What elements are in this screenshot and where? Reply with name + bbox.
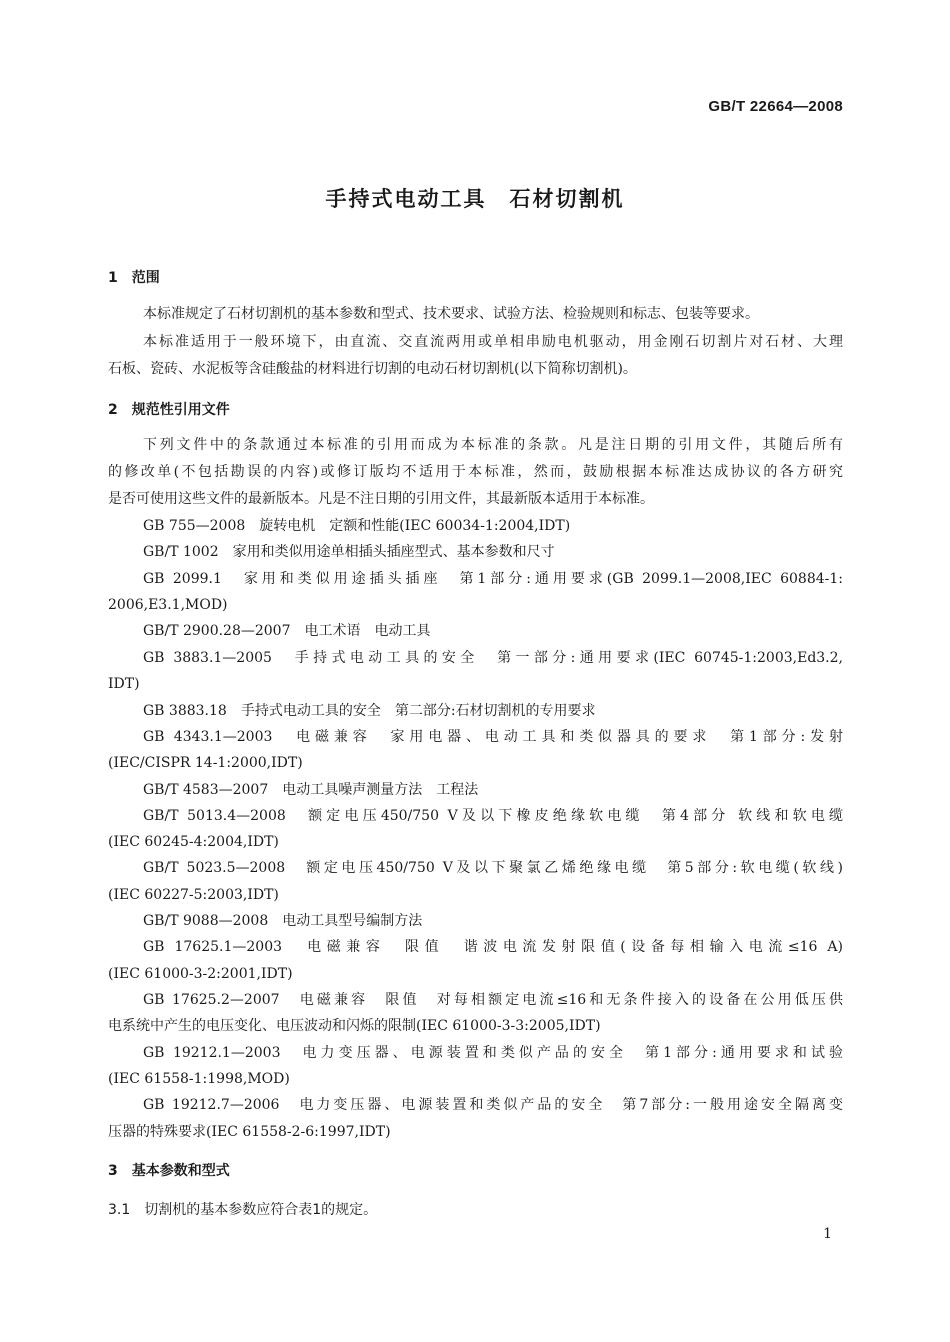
paragraph-line: 的修改单(不包括勘误的内容)或修订版均不适用于本标准，然而，鼓励根据本标准达成协议的各方研究: [108, 464, 843, 480]
page-number: 1: [823, 1226, 832, 1242]
paragraph-line: 石板、瓷砖、水泥板等含硅酸盐的材料进行切割的电动石材切割机(以下简称切割机)。: [108, 361, 637, 377]
reference-line: (IEC/CISPR 14-1:2000,IDT): [108, 755, 303, 771]
paragraph-line: 本标准适用于一般环境下，由直流、交直流两用或单相串励电机驱动，用金刚石切割片对石材、大理: [143, 334, 843, 350]
reference-line: GB 17625.1—2003 电磁兼容 限值 谐波电流发射限值(设备每相输入电流≤16 A): [143, 939, 843, 955]
reference-line: GB/T 2900.28—2007 电工术语 电动工具: [143, 623, 431, 639]
reference-line: GB/T 5013.4—2008 额定电压450/750 V及以下橡皮绝缘软电缆 第4部分 软线和软电缆: [143, 808, 843, 824]
document-title: 手持式电动工具 石材切割机: [325, 187, 625, 211]
reference-line: GB 3883.18 手持式电动工具的安全 第二部分:石材切割机的专用要求: [143, 703, 596, 719]
section-2-heading: 2 规范性引用文件: [108, 402, 230, 418]
reference-line: 电系统中产生的电压变化、电压波动和闪烁的限制(IEC 61000-3-3:2005,IDT): [108, 1018, 601, 1034]
reference-line: (IEC 60245-4:2004,IDT): [108, 834, 279, 850]
reference-line: IDT): [108, 676, 140, 692]
reference-line: (IEC 61558-1:1998,MOD): [108, 1071, 290, 1087]
reference-line: GB 755—2008 旋转电机 定额和性能(IEC 60034-1:2004,IDT): [143, 518, 571, 534]
reference-line: GB 3883.1—2005 手持式电动工具的安全 第一部分:通用要求(IEC 60745-1:2003,Ed3.2,: [143, 650, 843, 666]
standard-number: GB/T 22664—2008: [708, 98, 843, 115]
reference-line: GB/T 1002 家用和类似用途单相插头插座型式、基本参数和尺寸: [143, 544, 555, 560]
reference-line: GB 19212.7—2006 电力变压器、电源装置和类似产品的安全 第7部分:一般用途安全隔离变: [143, 1097, 843, 1113]
reference-line: (IEC 60227-5:2003,IDT): [108, 887, 279, 903]
reference-line: GB 4343.1—2003 电磁兼容 家用电器、电动工具和类似器具的要求 第1部分:发射: [143, 729, 843, 745]
reference-line: GB/T 4583—2007 电动工具噪声测量方法 工程法: [143, 782, 479, 798]
reference-line: (IEC 61000-3-2:2001,IDT): [108, 966, 293, 982]
reference-line: 2006,E3.1,MOD): [108, 597, 228, 613]
paragraph-line: 下列文件中的条款通过本标准的引用而成为本标准的条款。凡是注日期的引用文件，其随后所有: [143, 437, 843, 453]
paragraph-line: 本标准规定了石材切割机的基本参数和型式、技术要求、试验方法、检验规则和标志、包装等要求。: [143, 306, 759, 322]
reference-line: GB/T 9088—2008 电动工具型号编制方法: [143, 913, 423, 929]
reference-line: GB 17625.2—2007 电磁兼容 限值 对每相额定电流≤16和无条件接入的设备在公用低压供: [143, 992, 843, 1008]
reference-line: GB/T 5023.5—2008 额定电压450/750 V及以下聚氯乙烯绝缘电缆 第5部分:软电缆(软线): [143, 860, 843, 876]
paragraph-line: 是否可使用这些文件的最新版本。凡是不注日期的引用文件，其最新版本适用于本标准。: [108, 491, 654, 507]
reference-line: GB 2099.1 家用和类似用途插头插座 第1部分:通用要求(GB 2099.1—2008,IEC 60884-1:: [143, 571, 843, 587]
section-3-heading: 3 基本参数和型式: [108, 1163, 230, 1179]
subsection-3-1: 3.1 切割机的基本参数应符合表1的规定。: [108, 1202, 378, 1218]
section-1-heading: 1 范围: [108, 270, 160, 286]
reference-line: 压器的特殊要求(IEC 61558-2-6:1997,IDT): [108, 1124, 391, 1140]
reference-line: GB 19212.1—2003 电力变压器、电源装置和类似产品的安全 第1部分:通用要求和试验: [143, 1045, 843, 1061]
